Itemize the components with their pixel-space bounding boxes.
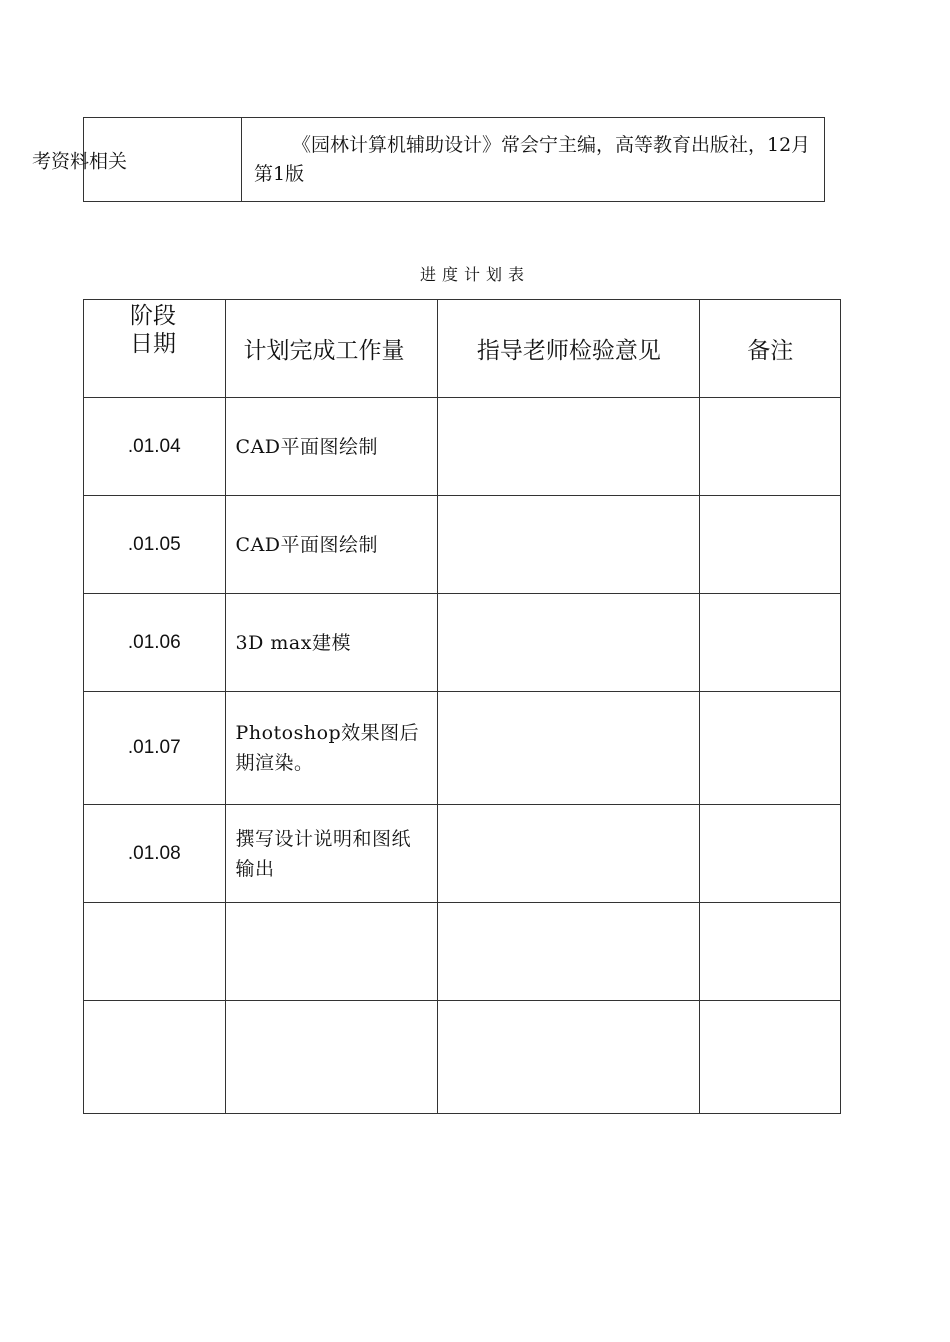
reference-label: 考资料相关 bbox=[32, 150, 128, 172]
row-opinion bbox=[438, 1001, 700, 1114]
row-note bbox=[700, 903, 841, 1001]
header-date-stage: 阶段 bbox=[130, 303, 176, 329]
reference-table bbox=[32, 117, 825, 202]
table-row bbox=[84, 805, 841, 903]
row-note bbox=[700, 1001, 841, 1114]
row-opinion bbox=[438, 398, 700, 496]
table-row bbox=[84, 398, 841, 496]
row-date: .01.06 bbox=[84, 594, 226, 692]
schedule-table bbox=[83, 299, 841, 1114]
header-date bbox=[84, 300, 226, 398]
row-date bbox=[84, 903, 226, 1001]
row-note bbox=[700, 594, 841, 692]
table-row bbox=[84, 496, 841, 594]
schedule-header-row bbox=[84, 300, 841, 398]
row-date bbox=[84, 1001, 226, 1114]
row-date: .01.05 bbox=[84, 496, 226, 594]
table-row bbox=[84, 1001, 841, 1114]
row-note bbox=[700, 398, 841, 496]
header-note: 备注 bbox=[700, 300, 841, 398]
header-work: 计划完成工作量 bbox=[225, 300, 438, 398]
table-row bbox=[84, 692, 841, 805]
reference-row bbox=[84, 118, 825, 202]
row-work: 撰写设计说明和图纸输出 bbox=[225, 805, 438, 903]
row-note bbox=[700, 805, 841, 903]
header-opinion: 指导老师检验意见 bbox=[438, 300, 700, 398]
row-work: CAD平面图绘制 bbox=[225, 398, 438, 496]
row-work bbox=[225, 903, 438, 1001]
row-opinion bbox=[438, 594, 700, 692]
row-date: .01.04 bbox=[84, 398, 226, 496]
table-row bbox=[84, 903, 841, 1001]
row-opinion bbox=[438, 903, 700, 1001]
row-work: 3D max建模 bbox=[225, 594, 438, 692]
table-row bbox=[84, 594, 841, 692]
row-note bbox=[700, 692, 841, 805]
header-date-date: 日期 bbox=[130, 331, 176, 357]
schedule-title: 进度计划表 bbox=[419, 265, 530, 284]
row-date: .01.08 bbox=[84, 805, 226, 903]
row-opinion bbox=[438, 496, 700, 594]
row-date: .01.07 bbox=[84, 692, 226, 805]
row-work bbox=[225, 1001, 438, 1114]
reference-label-cell bbox=[32, 118, 242, 202]
row-opinion bbox=[438, 805, 700, 903]
reference-content: 《园林计算机辅助设计》常会宁主编，高等教育出版社，12月第1版 bbox=[242, 118, 825, 202]
row-work: Photoshop效果图后期渲染。 bbox=[225, 692, 438, 805]
row-work: CAD平面图绘制 bbox=[225, 496, 438, 594]
row-opinion bbox=[438, 692, 700, 805]
row-note bbox=[700, 496, 841, 594]
